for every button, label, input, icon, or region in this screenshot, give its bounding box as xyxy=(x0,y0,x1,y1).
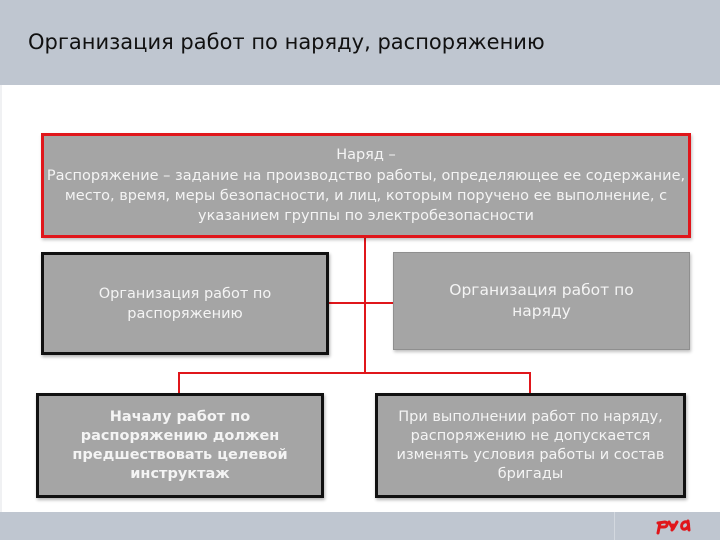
connector-middle-horizontal xyxy=(329,302,393,304)
briefing-requirement-box xyxy=(36,393,324,498)
connector-bottom-horizontal xyxy=(178,372,531,374)
permit-organization-box xyxy=(393,252,690,350)
order-organization-box xyxy=(41,252,329,355)
header-band xyxy=(0,0,720,85)
definition-body: Распоряжение – задание на производство работы, определяющее ее содержание, место, время, меры безопасности, и лиц, которым поручено ее выполнение, с указанием группы по электробезопасности xyxy=(46,168,686,224)
connector-drop-left xyxy=(178,372,180,393)
left-edge-rule xyxy=(0,85,2,512)
definition-box xyxy=(41,133,691,238)
no-changes-rule-text: При выполнении работ по наряду, распоряжению не допускается изменять условия работы и состав бригады xyxy=(396,408,665,482)
rzd-logo-icon xyxy=(655,517,693,535)
connector-trunk-vertical xyxy=(364,237,366,374)
permit-organization-text: Организация работ по наряду xyxy=(449,281,634,320)
definition-title: Наряд – xyxy=(336,147,396,163)
no-changes-rule-box xyxy=(375,393,686,498)
connector-drop-right xyxy=(529,372,531,393)
order-organization-text: Организация работ по распоряжению xyxy=(98,285,272,322)
footer-divider xyxy=(614,512,615,540)
page-title: Организация работ по наряду, распоряжению xyxy=(28,30,545,54)
footer-band xyxy=(0,512,720,540)
briefing-requirement-text: Началу работ по распоряжению должен предшествовать целевой инструктаж xyxy=(72,408,288,482)
